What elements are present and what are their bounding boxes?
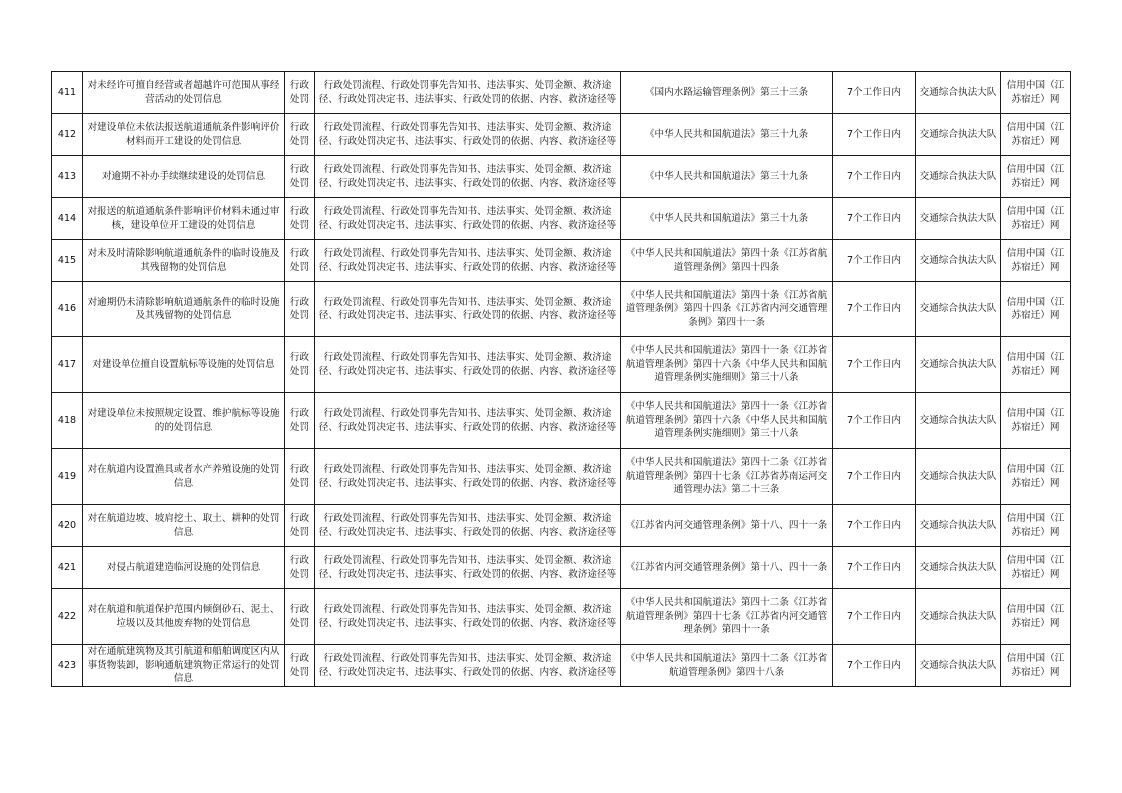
item-type: 行政处罚 bbox=[285, 589, 315, 645]
disclosure-content: 行政处罚流程、行政处罚事先告知书、违法事实、处罚金额、救济途径、行政处罚决定书、违法事实、行政处罚的依据、内容、救济途径等 bbox=[315, 645, 621, 687]
table-row bbox=[52, 449, 1071, 505]
item-name: 对未经许可擅自经营或者超越许可范围从事经营活动的处罚信息 bbox=[83, 72, 285, 114]
legal-basis: 《中华人民共和国航道法》第三十九条 bbox=[621, 114, 833, 156]
item-name: 对建设单位擅自设置航标等设施的处罚信息 bbox=[83, 337, 285, 393]
row-number: 418 bbox=[52, 393, 83, 449]
disclosure-time: 7个工作日内 bbox=[833, 589, 916, 645]
legal-basis: 《中华人民共和国航道法》第四十二条《江苏省航道管理条例》第四十七条《江苏省内河交通管理条例》第四十一条 bbox=[621, 589, 833, 645]
legal-basis: 《中华人民共和国航道法》第四十二条《江苏省航道管理条例》第四十七条《江苏省苏南运河交通管理办法》第二十三条 bbox=[621, 449, 833, 505]
table-row bbox=[52, 282, 1071, 337]
legal-basis: 《国内水路运输管理条例》第三十三条 bbox=[621, 72, 833, 114]
disclosure-channel: 信用中国（江苏宿迁）网 bbox=[1001, 72, 1071, 114]
item-type: 行政处罚 bbox=[285, 72, 315, 114]
item-type: 行政处罚 bbox=[285, 547, 315, 589]
item-type: 行政处罚 bbox=[285, 240, 315, 282]
disclosure-content: 行政处罚流程、行政处罚事先告知书、违法事实、处罚金额、救济途径、行政处罚决定书、违法事实、行政处罚的依据、内容、救济途径等 bbox=[315, 114, 621, 156]
item-type: 行政处罚 bbox=[285, 114, 315, 156]
disclosure-channel: 信用中国（江苏宿迁）网 bbox=[1001, 114, 1071, 156]
disclosure-time: 7个工作日内 bbox=[833, 645, 916, 687]
item-type: 行政处罚 bbox=[285, 645, 315, 687]
disclosure-channel: 信用中国（江苏宿迁）网 bbox=[1001, 198, 1071, 240]
responsible-department: 交通综合执法大队 bbox=[916, 547, 1001, 589]
legal-basis: 《中华人民共和国航道法》第四十条《江苏省航道管理条例》第四十四条 bbox=[621, 240, 833, 282]
item-type: 行政处罚 bbox=[285, 449, 315, 505]
responsible-department: 交通综合执法大队 bbox=[916, 72, 1001, 114]
responsible-department: 交通综合执法大队 bbox=[916, 198, 1001, 240]
item-name: 对在航道和航道保护范围内倾倒砂石、泥土、垃圾以及其他废弃物的处罚信息 bbox=[83, 589, 285, 645]
responsible-department: 交通综合执法大队 bbox=[916, 114, 1001, 156]
disclosure-channel: 信用中国（江苏宿迁）网 bbox=[1001, 589, 1071, 645]
disclosure-content: 行政处罚流程、行政处罚事先告知书、违法事实、处罚金额、救济途径、行政处罚决定书、违法事实、行政处罚的依据、内容、救济途径等 bbox=[315, 240, 621, 282]
disclosure-time: 7个工作日内 bbox=[833, 72, 916, 114]
disclosure-time: 7个工作日内 bbox=[833, 198, 916, 240]
disclosure-content: 行政处罚流程、行政处罚事先告知书、违法事实、处罚金额、救济途径、行政处罚决定书、违法事实、行政处罚的依据、内容、救济途径等 bbox=[315, 337, 621, 393]
table-row bbox=[52, 589, 1071, 645]
disclosure-channel: 信用中国（江苏宿迁）网 bbox=[1001, 505, 1071, 547]
disclosure-content: 行政处罚流程、行政处罚事先告知书、违法事实、处罚金额、救济途径、行政处罚决定书、违法事实、行政处罚的依据、内容、救济途径等 bbox=[315, 282, 621, 337]
legal-basis: 《中华人民共和国航道法》第四十一条《江苏省航道管理条例》第四十六条《中华人民共和国航道管理条例实施细则》第三十八条 bbox=[621, 393, 833, 449]
row-number: 416 bbox=[52, 282, 83, 337]
legal-basis: 《中华人民共和国航道法》第三十九条 bbox=[621, 198, 833, 240]
disclosure-channel: 信用中国（江苏宿迁）网 bbox=[1001, 282, 1071, 337]
disclosure-content: 行政处罚流程、行政处罚事先告知书、违法事实、处罚金额、救济途径、行政处罚决定书、违法事实、行政处罚的依据、内容、救济途径等 bbox=[315, 393, 621, 449]
table-row bbox=[52, 645, 1071, 687]
disclosure-content: 行政处罚流程、行政处罚事先告知书、违法事实、处罚金额、救济途径、行政处罚决定书、违法事实、行政处罚的依据、内容、救济途径等 bbox=[315, 449, 621, 505]
table-row bbox=[52, 156, 1071, 198]
item-name: 对建设单位未按照规定设置、维护航标等设施的的处罚信息 bbox=[83, 393, 285, 449]
row-number: 417 bbox=[52, 337, 83, 393]
responsible-department: 交通综合执法大队 bbox=[916, 337, 1001, 393]
responsible-department: 交通综合执法大队 bbox=[916, 240, 1001, 282]
responsible-department: 交通综合执法大队 bbox=[916, 393, 1001, 449]
disclosure-time: 7个工作日内 bbox=[833, 337, 916, 393]
disclosure-time: 7个工作日内 bbox=[833, 547, 916, 589]
row-number: 414 bbox=[52, 198, 83, 240]
legal-basis: 《中华人民共和国航道法》第四十二条《江苏省航道管理条例》第四十八条 bbox=[621, 645, 833, 687]
disclosure-channel: 信用中国（江苏宿迁）网 bbox=[1001, 337, 1071, 393]
disclosure-content: 行政处罚流程、行政处罚事先告知书、违法事实、处罚金额、救济途径、行政处罚决定书、违法事实、行政处罚的依据、内容、救济途径等 bbox=[315, 72, 621, 114]
table-body bbox=[52, 72, 1071, 687]
row-number: 421 bbox=[52, 547, 83, 589]
disclosure-channel: 信用中国（江苏宿迁）网 bbox=[1001, 449, 1071, 505]
table-row bbox=[52, 505, 1071, 547]
row-number: 419 bbox=[52, 449, 83, 505]
table-row bbox=[52, 114, 1071, 156]
disclosure-channel: 信用中国（江苏宿迁）网 bbox=[1001, 645, 1071, 687]
disclosure-time: 7个工作日内 bbox=[833, 393, 916, 449]
responsible-department: 交通综合执法大队 bbox=[916, 156, 1001, 198]
item-type: 行政处罚 bbox=[285, 282, 315, 337]
table-row bbox=[52, 198, 1071, 240]
row-number: 413 bbox=[52, 156, 83, 198]
disclosure-content: 行政处罚流程、行政处罚事先告知书、违法事实、处罚金额、救济途径、行政处罚决定书、违法事实、行政处罚的依据、内容、救济途径等 bbox=[315, 547, 621, 589]
disclosure-time: 7个工作日内 bbox=[833, 449, 916, 505]
row-number: 420 bbox=[52, 505, 83, 547]
item-name: 对在航道内设置渔具或者水产养殖设施的处罚信息 bbox=[83, 449, 285, 505]
item-type: 行政处罚 bbox=[285, 393, 315, 449]
responsible-department: 交通综合执法大队 bbox=[916, 589, 1001, 645]
disclosure-channel: 信用中国（江苏宿迁）网 bbox=[1001, 547, 1071, 589]
disclosure-time: 7个工作日内 bbox=[833, 114, 916, 156]
disclosure-channel: 信用中国（江苏宿迁）网 bbox=[1001, 240, 1071, 282]
legal-basis: 《中华人民共和国航道法》第四十一条《江苏省航道管理条例》第四十六条《中华人民共和国航道管理条例实施细则》第三十八条 bbox=[621, 337, 833, 393]
row-number: 411 bbox=[52, 72, 83, 114]
item-type: 行政处罚 bbox=[285, 505, 315, 547]
item-type: 行政处罚 bbox=[285, 337, 315, 393]
disclosure-channel: 信用中国（江苏宿迁）网 bbox=[1001, 156, 1071, 198]
item-name: 对建设单位未依法报送航道通航条件影响评价材料而开工建设的处罚信息 bbox=[83, 114, 285, 156]
disclosure-time: 7个工作日内 bbox=[833, 282, 916, 337]
legal-basis: 《江苏省内河交通管理条例》第十八、四十一条 bbox=[621, 505, 833, 547]
item-type: 行政处罚 bbox=[285, 156, 315, 198]
table-row bbox=[52, 240, 1071, 282]
table-row bbox=[52, 393, 1071, 449]
item-name: 对在航道边坡、坡肩挖土、取土、耕种的处罚信息 bbox=[83, 505, 285, 547]
row-number: 423 bbox=[52, 645, 83, 687]
table-row bbox=[52, 337, 1071, 393]
item-name: 对逾期不补办手续继续建设的处罚信息 bbox=[83, 156, 285, 198]
item-type: 行政处罚 bbox=[285, 198, 315, 240]
legal-basis: 《江苏省内河交通管理条例》第十八、四十一条 bbox=[621, 547, 833, 589]
responsible-department: 交通综合执法大队 bbox=[916, 505, 1001, 547]
responsible-department: 交通综合执法大队 bbox=[916, 645, 1001, 687]
row-number: 412 bbox=[52, 114, 83, 156]
item-name: 对报送的航道通航条件影响评价材料未通过审核，建设单位开工建设的处罚信息 bbox=[83, 198, 285, 240]
disclosure-content: 行政处罚流程、行政处罚事先告知书、违法事实、处罚金额、救济途径、行政处罚决定书、违法事实、行政处罚的依据、内容、救济途径等 bbox=[315, 198, 621, 240]
legal-basis: 《中华人民共和国航道法》第三十九条 bbox=[621, 156, 833, 198]
row-number: 415 bbox=[52, 240, 83, 282]
item-name: 对侵占航道建造临河设施的处罚信息 bbox=[83, 547, 285, 589]
disclosure-content: 行政处罚流程、行政处罚事先告知书、违法事实、处罚金额、救济途径、行政处罚决定书、违法事实、行政处罚的依据、内容、救济途径等 bbox=[315, 589, 621, 645]
responsible-department: 交通综合执法大队 bbox=[916, 282, 1001, 337]
disclosure-time: 7个工作日内 bbox=[833, 240, 916, 282]
item-name: 对逾期仍未清除影响航道通航条件的临时设施及其残留物的处罚信息 bbox=[83, 282, 285, 337]
item-name: 对未及时清除影响航道通航条件的临时设施及其残留物的处罚信息 bbox=[83, 240, 285, 282]
legal-basis: 《中华人民共和国航道法》第四十条《江苏省航道管理条例》第四十四条《江苏省内河交通管理条例》第四十一条 bbox=[621, 282, 833, 337]
responsible-department: 交通综合执法大队 bbox=[916, 449, 1001, 505]
row-number: 422 bbox=[52, 589, 83, 645]
disclosure-time: 7个工作日内 bbox=[833, 505, 916, 547]
disclosure-content: 行政处罚流程、行政处罚事先告知书、违法事实、处罚金额、救济途径、行政处罚决定书、违法事实、行政处罚的依据、内容、救济途径等 bbox=[315, 156, 621, 198]
disclosure-time: 7个工作日内 bbox=[833, 156, 916, 198]
item-name: 对在通航建筑物及其引航道和船舶调度区内从事货物装卸，影响通航建筑物正常运行的处罚信息 bbox=[83, 645, 285, 687]
table-row bbox=[52, 72, 1071, 114]
table-row bbox=[52, 547, 1071, 589]
disclosure-table bbox=[51, 71, 1071, 687]
disclosure-content: 行政处罚流程、行政处罚事先告知书、违法事实、处罚金额、救济途径、行政处罚决定书、违法事实、行政处罚的依据、内容、救济途径等 bbox=[315, 505, 621, 547]
disclosure-channel: 信用中国（江苏宿迁）网 bbox=[1001, 393, 1071, 449]
